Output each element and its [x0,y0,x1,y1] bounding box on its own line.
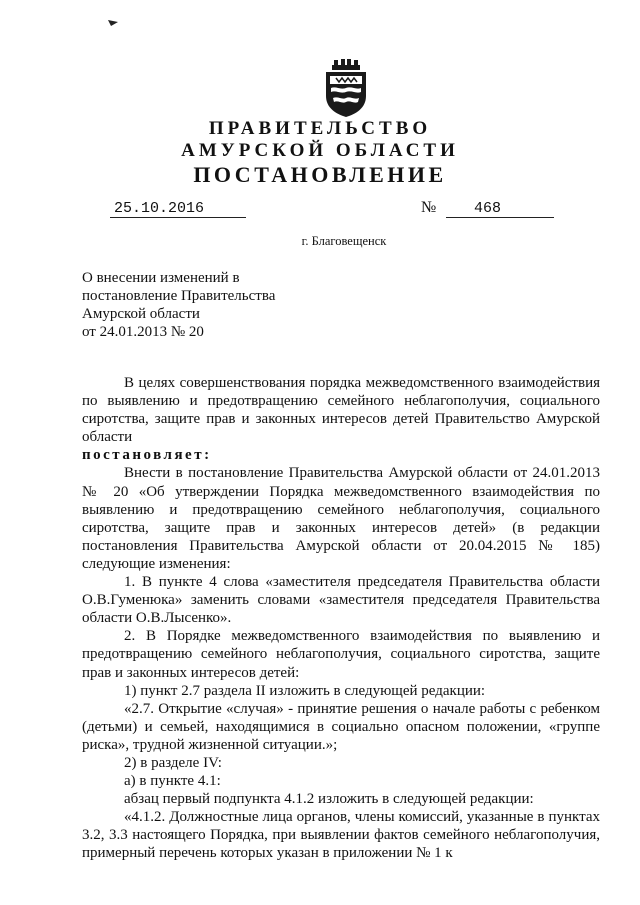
subject-line: О внесении изменений в [82,270,240,286]
item-2-paragraph: 2. В Порядке межведомственного взаимодействия по выявлению и предотвращению семейного неблагополучия, социального сиротства, защите прав и законных интересов детей: [82,628,600,681]
document-number: 468 [446,200,554,218]
document-subject [82,269,275,341]
subject-line: от 24.01.2013 № 20 [82,324,204,340]
organization-name-line1: ПРАВИТЕЛЬСТВО [208,118,432,139]
quote-2-7-paragraph: «2.7. Открытие «случая» - принятие решения о начале работы с ребенком (детьми) и семьей, находящимися в социально опасном положении, «группе риска», трудной жизненной ситуации.»; [82,700,600,753]
item-2-1-paragraph: 1) пункт 2.7 раздела II изложить в следующей редакции: [124,682,486,699]
document-city: г. Благовещенск [301,234,387,248]
document-body [82,374,600,863]
subject-line: постановление Правительства [82,288,276,304]
document-date: 25.10.2016 [110,200,246,218]
organization-name-line2: АМУРСКОЙ ОБЛАСТИ [181,140,459,161]
document-number-label: № [421,199,437,216]
scan-mark-icon [108,20,118,26]
item-2-2a-paragraph: а) в пункте 4.1: [124,773,221,790]
intro-paragraph: Внести в постановление Правительства Амурской области от 24.01.2013 № 20 «Об утверждении Порядка межведомственного взаимодействия по выявлению и предотвращению семейного неблагополучия, социального сиротства, защите прав и законных интересов детей» (в редакции постановления Правительства Амурской области от 20.04.2015 № 185) следующие изменения: [82,465,600,572]
resolves-heading: постановляет: [82,447,212,464]
subject-line: Амурской области [82,306,200,322]
amur-oblast-coat-of-arms-icon [322,58,370,118]
document-type-title: ПОСТАНОВЛЕНИЕ [193,162,447,187]
item-2-2-paragraph: 2) в разделе IV: [124,754,222,771]
preamble-paragraph: В целях совершенствования порядка межведомственного взаимодействия по выявлению и предотвращению семейного неблагополучия, социального сиротства, защите прав и законных интересов детей Правительство Амурской области [82,375,600,446]
item-1-paragraph: 1. В пункте 4 слова «заместителя председателя Правительства области О.В.Гуменюка» заменить словами «заместителя председателя Правительства области О.В.Лысенко». [82,574,600,627]
item-2-2a-text-paragraph: абзац первый подпункта 4.1.2 изложить в следующей редакции: [124,791,534,808]
quote-4-1-2-paragraph: «4.1.2. Должностные лица органов, члены комиссий, указанные в пунктах 3.2, 3.3 настоящего Порядка, при выявлении фактов семейного неблагополучия, примерный перечень которых указан в приложении № 1 к [82,809,600,862]
